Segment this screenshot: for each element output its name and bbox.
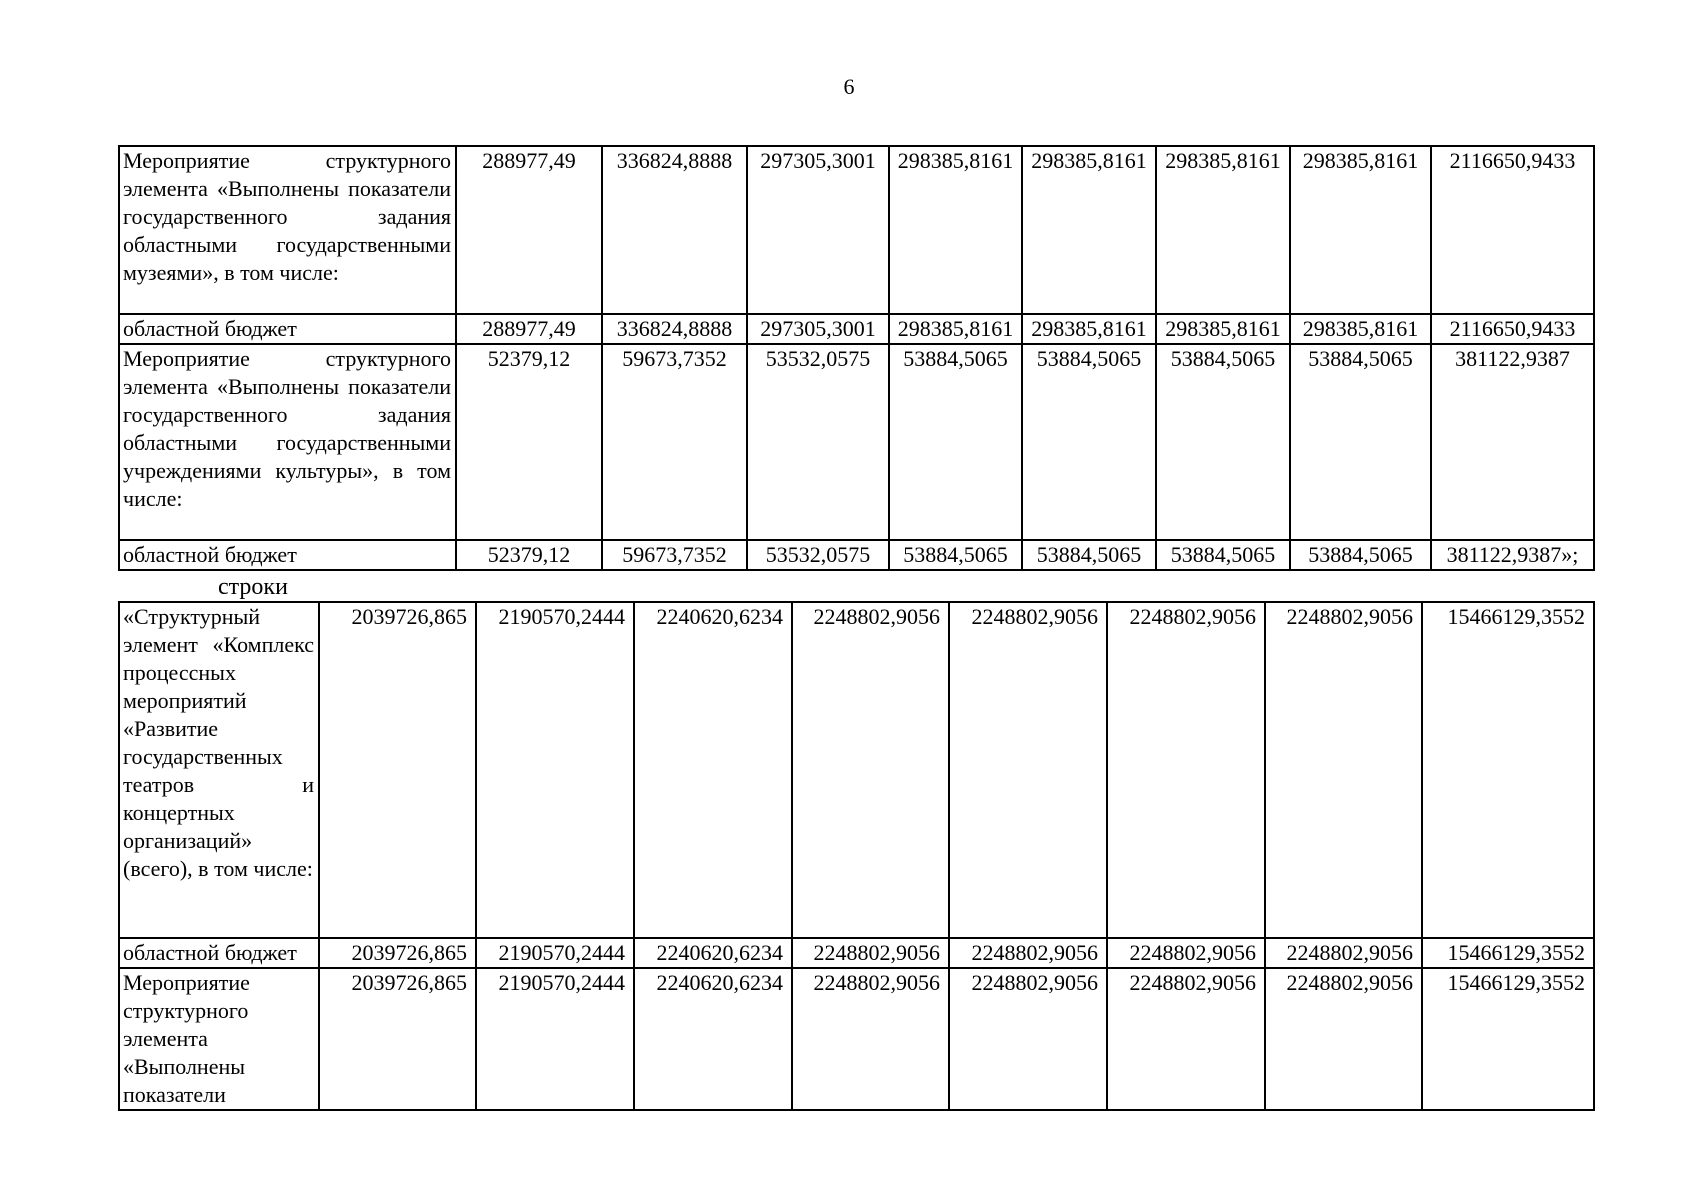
table-row [119,344,1594,540]
budget-table-2 [118,601,1595,1111]
table-row [119,314,1594,344]
cell-value: 2248802,9056 [792,602,949,938]
cell-value: 288977,49 [456,314,602,344]
cell-value: 2240620,6234 [634,602,792,938]
row-label: областной бюджет [119,540,456,570]
row-label: «Структурный элемент «Комплекс процессных мероприятий «Развитие государственных театров и концертных организаций» (всего), в том числе: [119,602,319,938]
cell-value: 53884,5065 [1290,344,1431,540]
cell-value: 53884,5065 [889,344,1022,540]
row-label: областной бюджет [119,938,319,968]
cell-value: 2248802,9056 [949,602,1107,938]
table-row [119,146,1594,314]
cell-value: 2248802,9056 [949,968,1107,1110]
cell-value: 53532,0575 [747,344,889,540]
cell-value: 2248802,9056 [792,968,949,1110]
row-label: Мероприятие структурного элемента «Выполнены показатели государственного задания областными государственными музеями», в том числе: [119,146,456,314]
cell-value: 298385,8161 [889,314,1022,344]
row-label: Мероприятие структурного элемента «Выполнены показатели [119,968,319,1110]
cell-value: 2248802,9056 [949,938,1107,968]
table-row [119,938,1594,968]
cell-value: 53884,5065 [1290,540,1431,570]
cell-value: 2190570,2444 [476,602,634,938]
section-label: строки [218,574,288,600]
cell-value: 297305,3001 [747,314,889,344]
cell-value: 52379,12 [456,344,602,540]
cell-value: 2190570,2444 [476,938,634,968]
cell-value: 53884,5065 [1156,540,1290,570]
cell-value: 2039726,865 [319,602,476,938]
cell-value: 2190570,2444 [476,968,634,1110]
cell-value: 288977,49 [456,146,602,314]
cell-value: 381122,9387»; [1431,540,1594,570]
cell-value: 2248802,9056 [1107,938,1265,968]
cell-value: 2240620,6234 [634,938,792,968]
cell-value: 2248802,9056 [1107,968,1265,1110]
cell-value: 336824,8888 [602,314,747,344]
cell-value: 53884,5065 [1156,344,1290,540]
cell-value: 2248802,9056 [1265,602,1422,938]
cell-value: 59673,7352 [602,344,747,540]
cell-value: 15466129,3552 [1422,968,1594,1110]
table-row [119,968,1594,1110]
row-label: областной бюджет [119,314,456,344]
cell-value: 2039726,865 [319,968,476,1110]
cell-value: 2248802,9056 [1265,938,1422,968]
cell-value: 53884,5065 [1022,540,1156,570]
cell-value: 2116650,9433 [1431,146,1594,314]
cell-value: 2116650,9433 [1431,314,1594,344]
cell-value: 298385,8161 [889,146,1022,314]
table-row [119,602,1594,938]
cell-value: 52379,12 [456,540,602,570]
cell-value: 2248802,9056 [1107,602,1265,938]
cell-value: 2248802,9056 [792,938,949,968]
row-label: Мероприятие структурного элемента «Выполнены показатели государственного задания областными государственными учреждениями культуры», в том числе: [119,344,456,540]
cell-value: 53884,5065 [1022,344,1156,540]
cell-value: 297305,3001 [747,146,889,314]
cell-value: 59673,7352 [602,540,747,570]
cell-value: 298385,8161 [1022,146,1156,314]
cell-value: 2240620,6234 [634,968,792,1110]
cell-value: 53884,5065 [889,540,1022,570]
cell-value: 298385,8161 [1290,314,1431,344]
cell-value: 2039726,865 [319,938,476,968]
cell-value: 15466129,3552 [1422,938,1594,968]
page-number: 6 [843,74,855,99]
cell-value: 298385,8161 [1022,314,1156,344]
budget-table-1 [118,145,1595,571]
cell-value: 381122,9387 [1431,344,1594,540]
cell-value: 15466129,3552 [1422,602,1594,938]
table-row [119,540,1594,570]
cell-value: 53532,0575 [747,540,889,570]
cell-value: 298385,8161 [1156,146,1290,314]
cell-value: 298385,8161 [1290,146,1431,314]
cell-value: 2248802,9056 [1265,968,1422,1110]
cell-value: 336824,8888 [602,146,747,314]
cell-value: 298385,8161 [1156,314,1290,344]
